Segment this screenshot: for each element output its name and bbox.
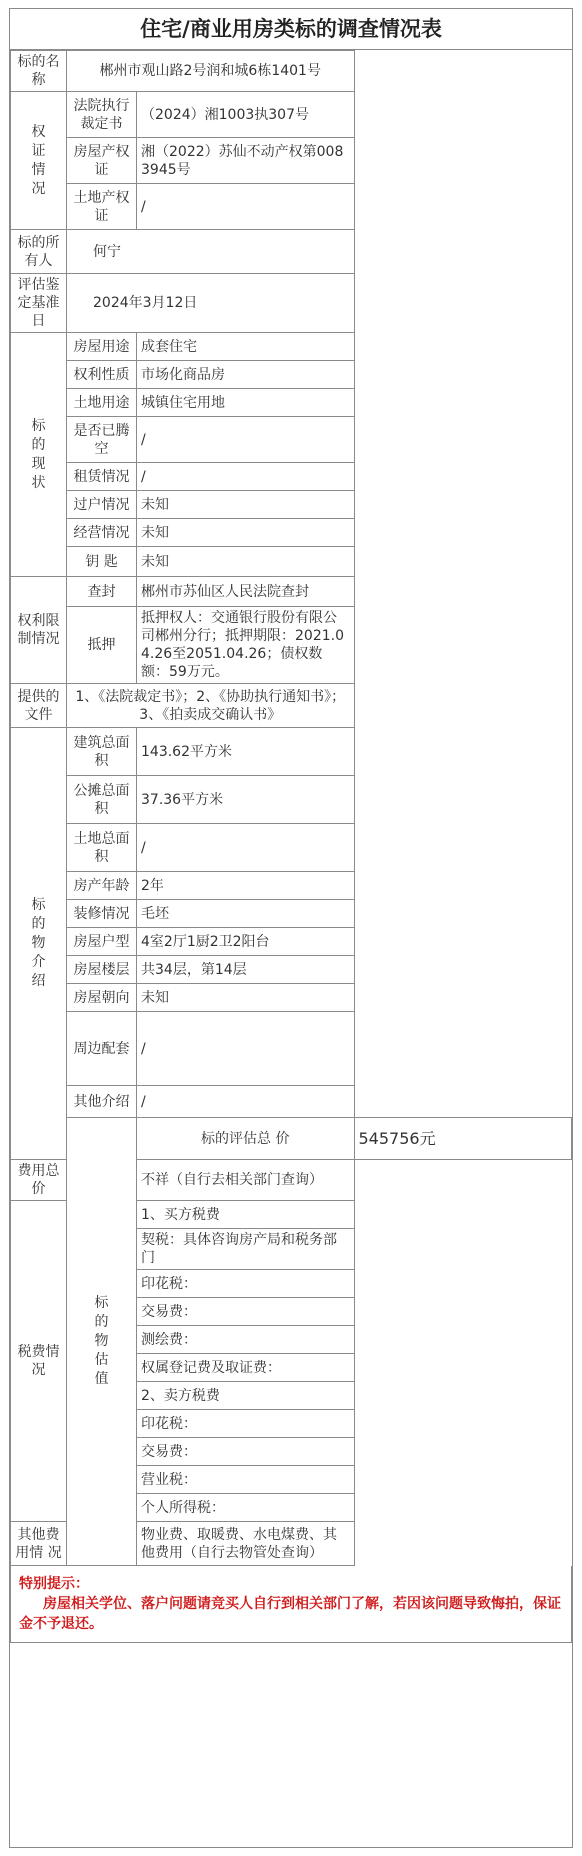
limit-group-label: 权利限制情况 [11, 577, 67, 684]
building-area-value: 143.62平方米 [137, 728, 355, 776]
shared-area-value: 37.36平方米 [137, 776, 355, 824]
tax-label: 税费情况 [11, 1201, 67, 1522]
tax-item: 2、卖方税费 [137, 1382, 355, 1410]
key-value: 未知 [137, 547, 355, 577]
floor-label: 房屋楼层 [67, 956, 137, 984]
total-value-label: 标的评估总 价 [137, 1118, 355, 1160]
notice-body: 房屋相关学位、落户问题请竞买人自行到相关部门了解，若因该问题导致悔拍，保证金不予退还。 [19, 1596, 561, 1632]
transfer-label: 过户情况 [67, 491, 137, 519]
court-ruling-value: （2024）湘1003执307号 [137, 92, 355, 138]
transfer-value: 未知 [137, 491, 355, 519]
mortgage-value: 抵押权人：交通银行股份有限公司郴州分行；抵押期限：2021.04.26至2051.04.26；债权数额：59万元。 [137, 607, 355, 684]
intro-group-label: 标 的 物 介 绍 [11, 728, 67, 1160]
tax-item: 测绘费： [137, 1326, 355, 1354]
operate-label: 经营情况 [67, 519, 137, 547]
tax-item: 契税：具体咨询房产局和税务部门 [137, 1229, 355, 1270]
seal-label: 查封 [67, 577, 137, 607]
total-value-value: 545756元 [354, 1118, 572, 1160]
layout-value: 4室2厅1厨2卫2阳台 [137, 928, 355, 956]
special-notice [10, 1566, 572, 1643]
cert-group-label: 权 证 情 况 [11, 92, 67, 230]
operate-value: 未知 [137, 519, 355, 547]
other-fee-label: 其他费用情 况 [11, 1522, 67, 1566]
other-fee-value: 物业费、取暖费、水电煤费、其他费用（自行去物管处查询） [137, 1522, 355, 1566]
document-title: 住宅/商业用房类标的调查情况表 [10, 9, 572, 50]
decoration-label: 装修情况 [67, 900, 137, 928]
tax-item: 个人所得税： [137, 1494, 355, 1522]
name-label: 标的名称 [11, 51, 67, 92]
lease-label: 租赁情况 [67, 463, 137, 491]
other-intro-label: 其他介绍 [67, 1086, 137, 1118]
house-cert-label: 房屋产权证 [67, 138, 137, 184]
survey-document [9, 8, 573, 1848]
files-label: 提供的文件 [11, 684, 67, 728]
usage-label: 房屋用途 [67, 333, 137, 361]
age-label: 房产年龄 [67, 872, 137, 900]
tax-item: 印花税： [137, 1410, 355, 1438]
tax-item: 1、买方税费 [137, 1201, 355, 1229]
files-value: 1、《法院裁定书》；2、《协助执行通知书》；3、《拍卖成交确认书》 [67, 684, 355, 728]
value-group-label: 标 的 物 估 值 [67, 1118, 137, 1566]
floor-value: 共34层，第14层 [137, 956, 355, 984]
age-value: 2年 [137, 872, 355, 900]
owner-label: 标的所有人 [11, 230, 67, 274]
tax-item: 营业税： [137, 1466, 355, 1494]
key-label: 钥 匙 [67, 547, 137, 577]
orientation-label: 房屋朝向 [67, 984, 137, 1012]
land-area-label: 土地总面积 [67, 824, 137, 872]
seal-value: 郴州市苏仙区人民法院查封 [137, 577, 355, 607]
mortgage-label: 抵押 [67, 607, 137, 684]
land-cert-value: / [137, 184, 355, 230]
land-cert-label: 土地产权证 [67, 184, 137, 230]
land-use-value: 城镇住宅用地 [137, 389, 355, 417]
building-area-label: 建筑总面积 [67, 728, 137, 776]
status-group-label: 标 的 现 状 [11, 333, 67, 577]
orientation-value: 未知 [137, 984, 355, 1012]
surroundings-label: 周边配套 [67, 1012, 137, 1086]
shared-area-label: 公摊总面积 [67, 776, 137, 824]
survey-table [10, 50, 572, 1566]
fee-total-label: 费用总价 [11, 1160, 67, 1201]
right-nature-value: 市场化商品房 [137, 361, 355, 389]
surroundings-value: / [137, 1012, 355, 1086]
land-area-value: / [137, 824, 355, 872]
layout-label: 房屋户型 [67, 928, 137, 956]
tax-item: 交易费： [137, 1298, 355, 1326]
tax-item: 权属登记费及取证费： [137, 1354, 355, 1382]
vacated-value: / [137, 417, 355, 463]
name-value: 郴州市观山路2号润和城6栋1401号 [67, 51, 355, 92]
house-cert-value: 湘（2022）苏仙不动产权第0083945号 [137, 138, 355, 184]
notice-title: 特别提示： [19, 1576, 89, 1592]
vacated-label: 是否已腾空 [67, 417, 137, 463]
lease-value: / [137, 463, 355, 491]
tax-item: 印花税： [137, 1270, 355, 1298]
tax-item: 交易费： [137, 1438, 355, 1466]
eval-date-value: 2024年3月12日 [67, 274, 355, 333]
decoration-value: 毛坯 [137, 900, 355, 928]
court-ruling-label: 法院执行裁定书 [67, 92, 137, 138]
land-use-label: 土地用途 [67, 389, 137, 417]
eval-date-label: 评估鉴定基准日 [11, 274, 67, 333]
right-nature-label: 权利性质 [67, 361, 137, 389]
fee-total-value: 不祥（自行去相关部门查询） [137, 1160, 355, 1201]
owner-value: 何宁 [67, 230, 355, 274]
usage-value: 成套住宅 [137, 333, 355, 361]
other-intro-value: / [137, 1086, 355, 1118]
